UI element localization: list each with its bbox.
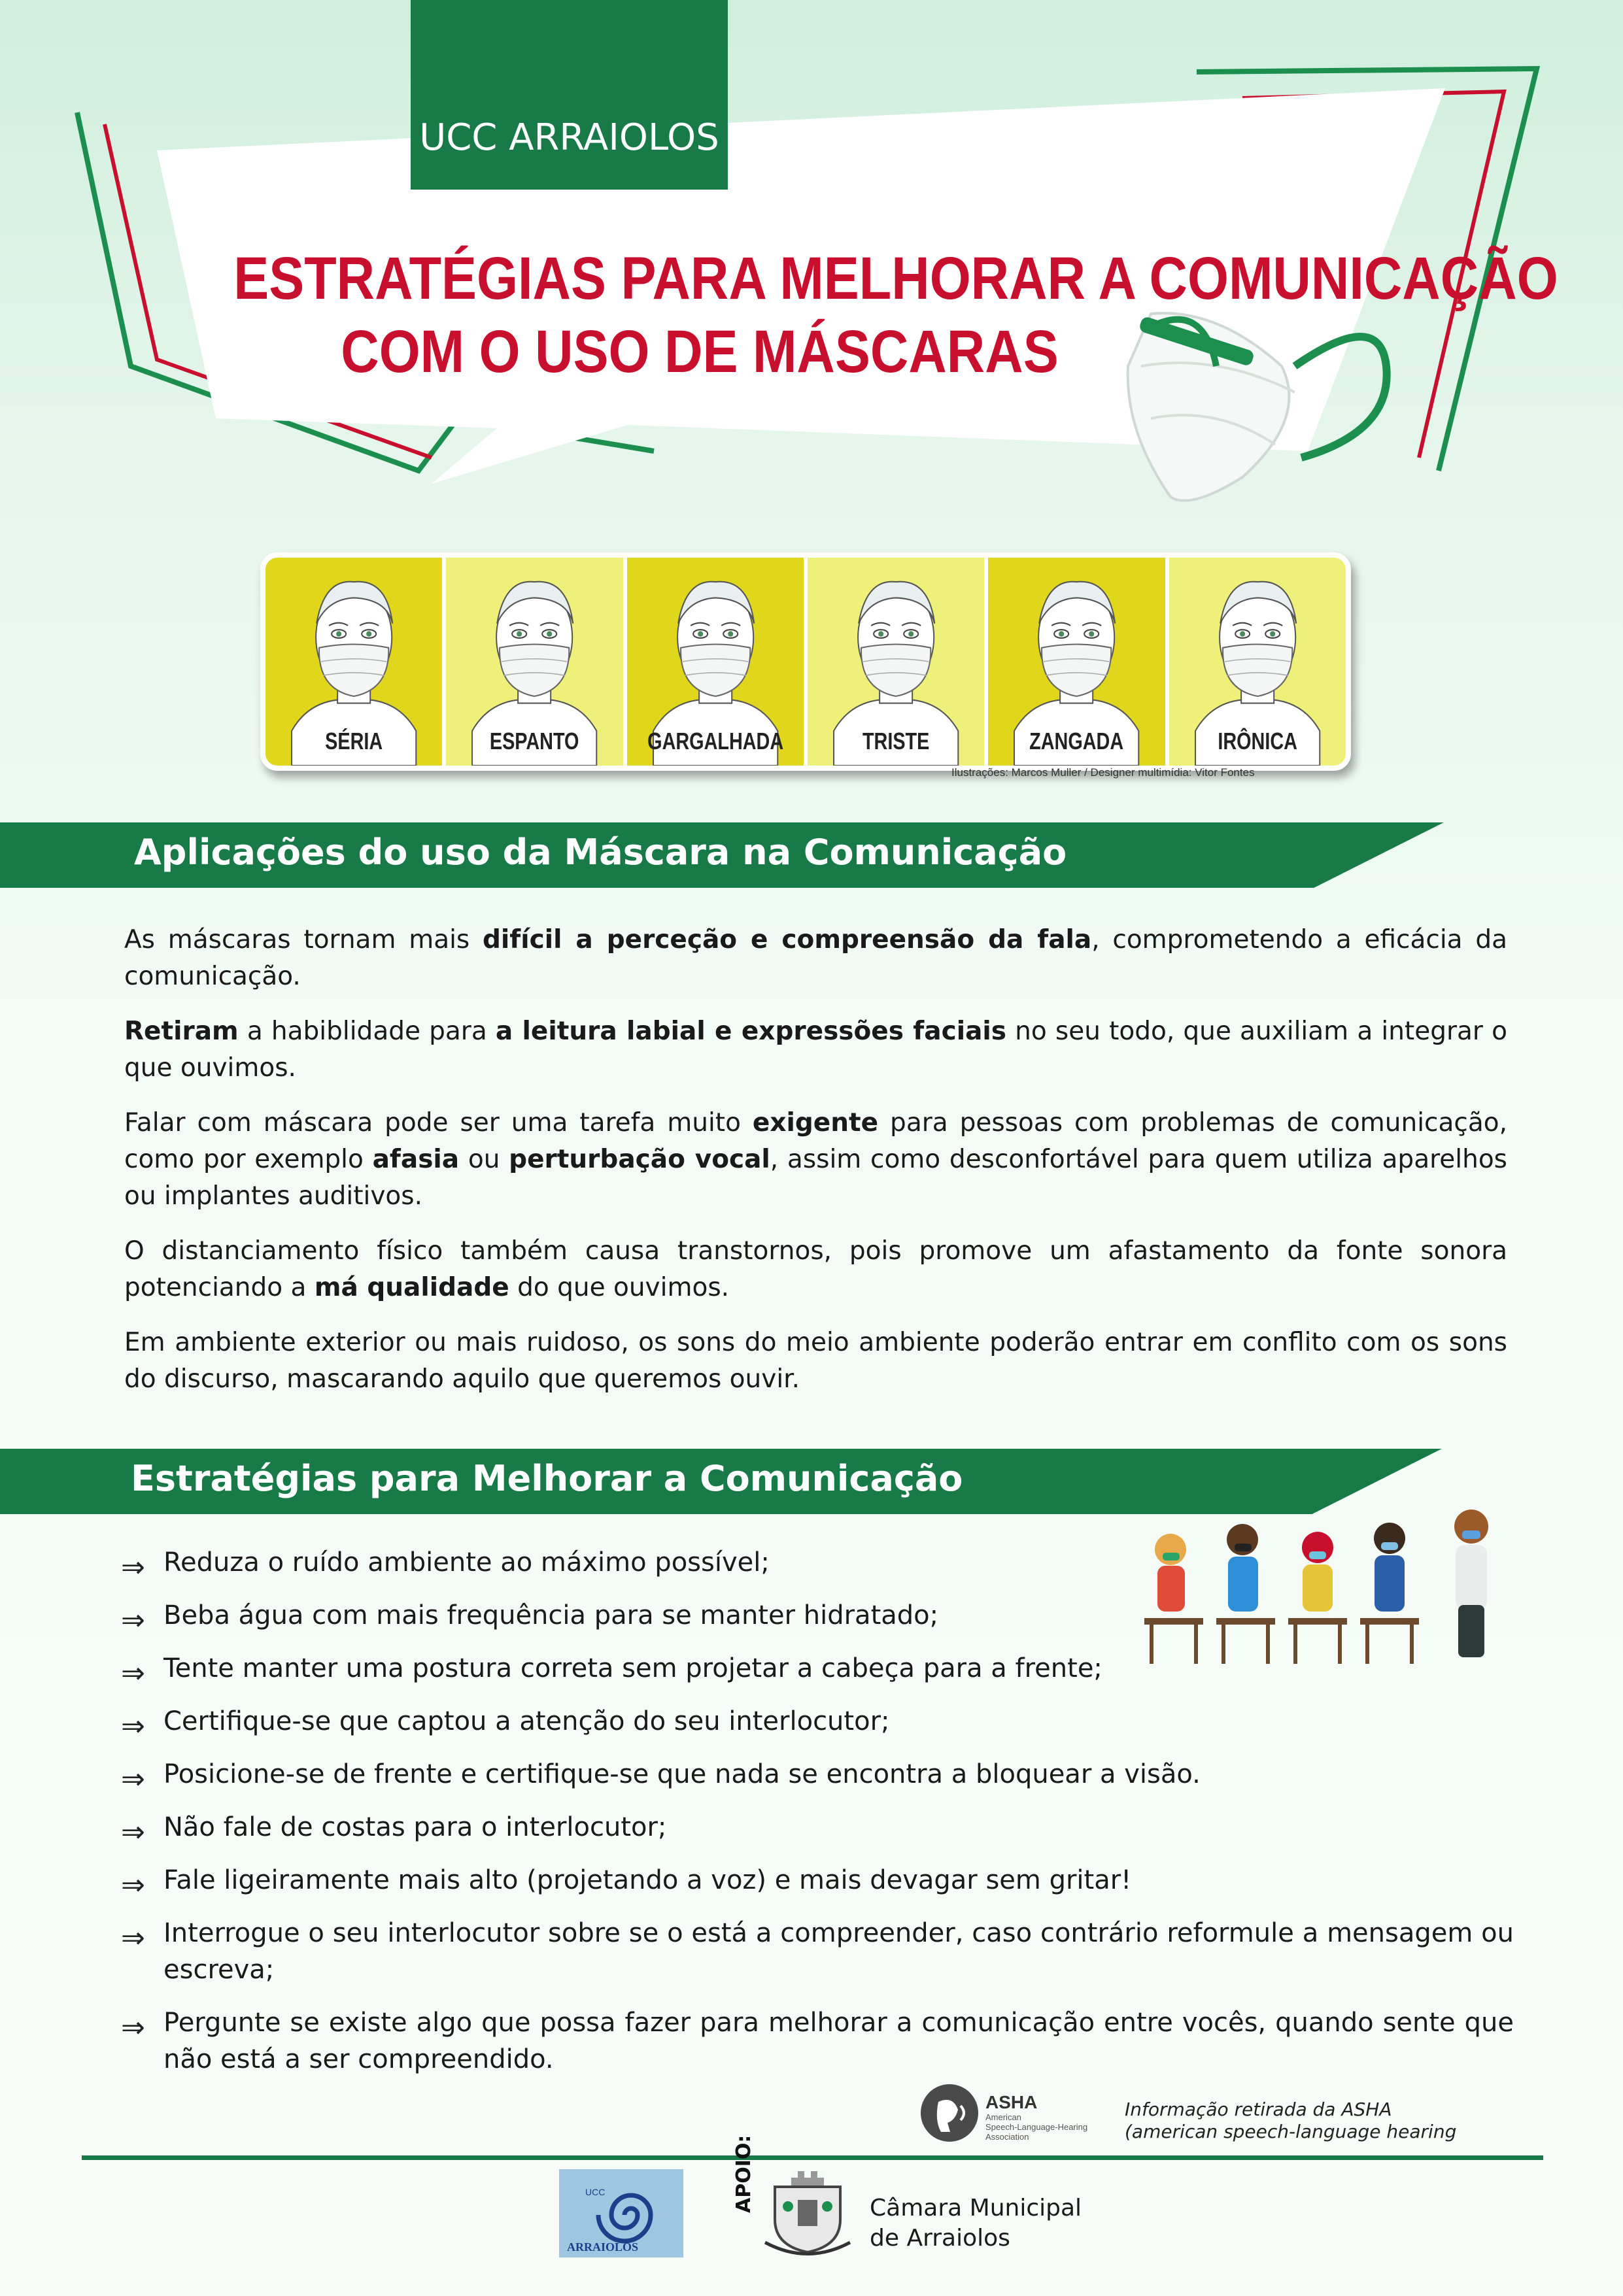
list-item [121,1862,1514,1902]
emotion-label: ZANGADA [1029,728,1124,754]
emotion-label: TRISTE [862,728,930,754]
asha-logo-sub3: Association [985,2132,1029,2142]
list-item-text: Fale ligeiramente mais alto (projetando a voz) e mais devagar sem gritar! [163,1865,1132,1895]
org-label: UCC ARRAIOLOS [419,116,719,159]
emotion-label: ESPANTO [490,728,579,754]
emotion-label: GARGALHADA [647,728,783,754]
emotion-panel [265,558,442,766]
emotion-panel [623,558,804,766]
list-item-text: Pergunte se existe algo que possa fazer para melhorar a comunicação entre vocês, quando sente que não está a ser compreendido. [163,2008,1514,2074]
ucc-header-tab [411,0,728,190]
list-item [121,1703,1514,1743]
emotion-strip [260,552,1351,771]
list-item [121,1809,1514,1849]
list-item-text: Reduza o ruído ambiente ao máximo possível; [163,1547,770,1578]
source-info-line-2: (american speech-language hearing [1125,2121,1457,2142]
emotion-panel [984,558,1165,766]
source-info [1125,2099,1456,2143]
arrow-bullet-icon: ⇒ [121,1921,145,1955]
support-label: APOIO: [732,2135,755,2213]
paragraph: Retiram a habiblidade para a leitura labial e expressões faciais no seu todo, que auxiliam a integrar o que ouvimos. [124,1017,1507,1083]
arrow-bullet-icon: ⇒ [121,1604,145,1637]
asha-logo-sub2: Speech-Language-Hearing [985,2122,1088,2132]
asha-logo-name: ASHA [985,2092,1038,2112]
arrow-bullet-icon: ⇒ [121,1763,145,1796]
paragraph: As máscaras tornam mais difícil a perceção e compreensão da fala, comprometendo a eficácia da comunicação. [124,925,1507,991]
strategies-list [121,1544,1514,2094]
asha-logo [919,2082,1121,2144]
emotion-label: IRÔNICA [1217,728,1297,754]
paragraph: Em ambiente exterior ou mais ruidoso, os sons do meio ambiente poderão entrar em conflito com os sons do discurso, mascarando aquilo que queremos ouvir. [124,1328,1507,1394]
list-item [121,1597,1514,1637]
source-info-line-1: Informação retirada da ASHA [1125,2099,1392,2120]
list-item [121,1756,1514,1796]
footer-divider [82,2155,1543,2160]
municipal-coat-of-arms [759,2167,857,2259]
list-item [121,1650,1514,1690]
list-item-text: Posicione-se de frente e certifique-se que nada se encontra a bloquear a visão. [163,1759,1201,1789]
arrow-bullet-icon: ⇒ [121,2011,145,2044]
arrow-bullet-icon: ⇒ [121,1657,145,1690]
page-title [233,242,1558,388]
municipality-name-line-2: de Arraiolos [870,2225,1010,2252]
list-item-text: Não fale de costas para o interlocutor; [163,1812,667,1842]
municipality-name-line-1: Câmara Municipal [870,2195,1082,2221]
ucc-logo-text: ARRAIOLOS [567,2240,639,2254]
list-item-text: Certifique-se que captou a atenção do seu interlocutor; [163,1706,890,1736]
arrow-bullet-icon: ⇒ [121,1868,145,1902]
section-title-applications: Aplicações do uso da Máscara na Comunicação [134,832,1067,873]
municipality-name [870,2193,1082,2254]
asha-logo-sub1: American [985,2112,1021,2122]
list-item-text: Tente manter uma postura correta sem projetar a cabeça para a frente; [163,1653,1102,1683]
paragraph: Falar com máscara pode ser uma tarefa muito exigente para pessoas com problemas de comunicação, como por exemplo afasia ou perturbação vocal, assim como desconfortável para quem utiliza aparelhos ou implantes auditivos. [124,1108,1507,1211]
arrow-bullet-icon: ⇒ [121,1710,145,1743]
page-title-line-2: COM O USO DE MÁSCARAS [341,318,1059,385]
emotion-panel [1165,558,1346,766]
list-item-text: Interrogue o seu interlocutor sobre se o está a compreender, caso contrário reformule a mensagem ou escreva; [163,1918,1514,1985]
arrow-bullet-icon: ⇒ [121,1815,145,1849]
applications-text [124,922,1507,1416]
list-item-text: Beba água com mais frequência para se manter hidratado; [163,1600,939,1630]
page-title-line-1: ESTRATÉGIAS PARA MELHORAR A COMUNICAÇÃO [233,245,1558,312]
section-title-strategies: Estratégias para Melhorar a Comunicação [131,1458,963,1499]
ucc-arraiolos-logo [559,2169,683,2257]
emotion-label: SÉRIA [325,728,383,754]
arrow-bullet-icon: ⇒ [121,1551,145,1584]
ucc-logo-small-text: UCC [585,2187,606,2197]
emotion-panel [442,558,623,766]
list-item [121,1544,1514,1584]
paragraph: O distanciamento físico também causa transtornos, pois promove um afastamento da fonte sonora potenciando a má qualidade do que ouvimos. [124,1236,1507,1302]
list-item [121,2004,1514,2078]
list-item [121,1915,1514,1988]
emotion-panel [804,558,984,766]
illustration-credits: Ilustrações: Marcos Muller / Designer multimídia: Vitor Fontes [951,766,1255,779]
